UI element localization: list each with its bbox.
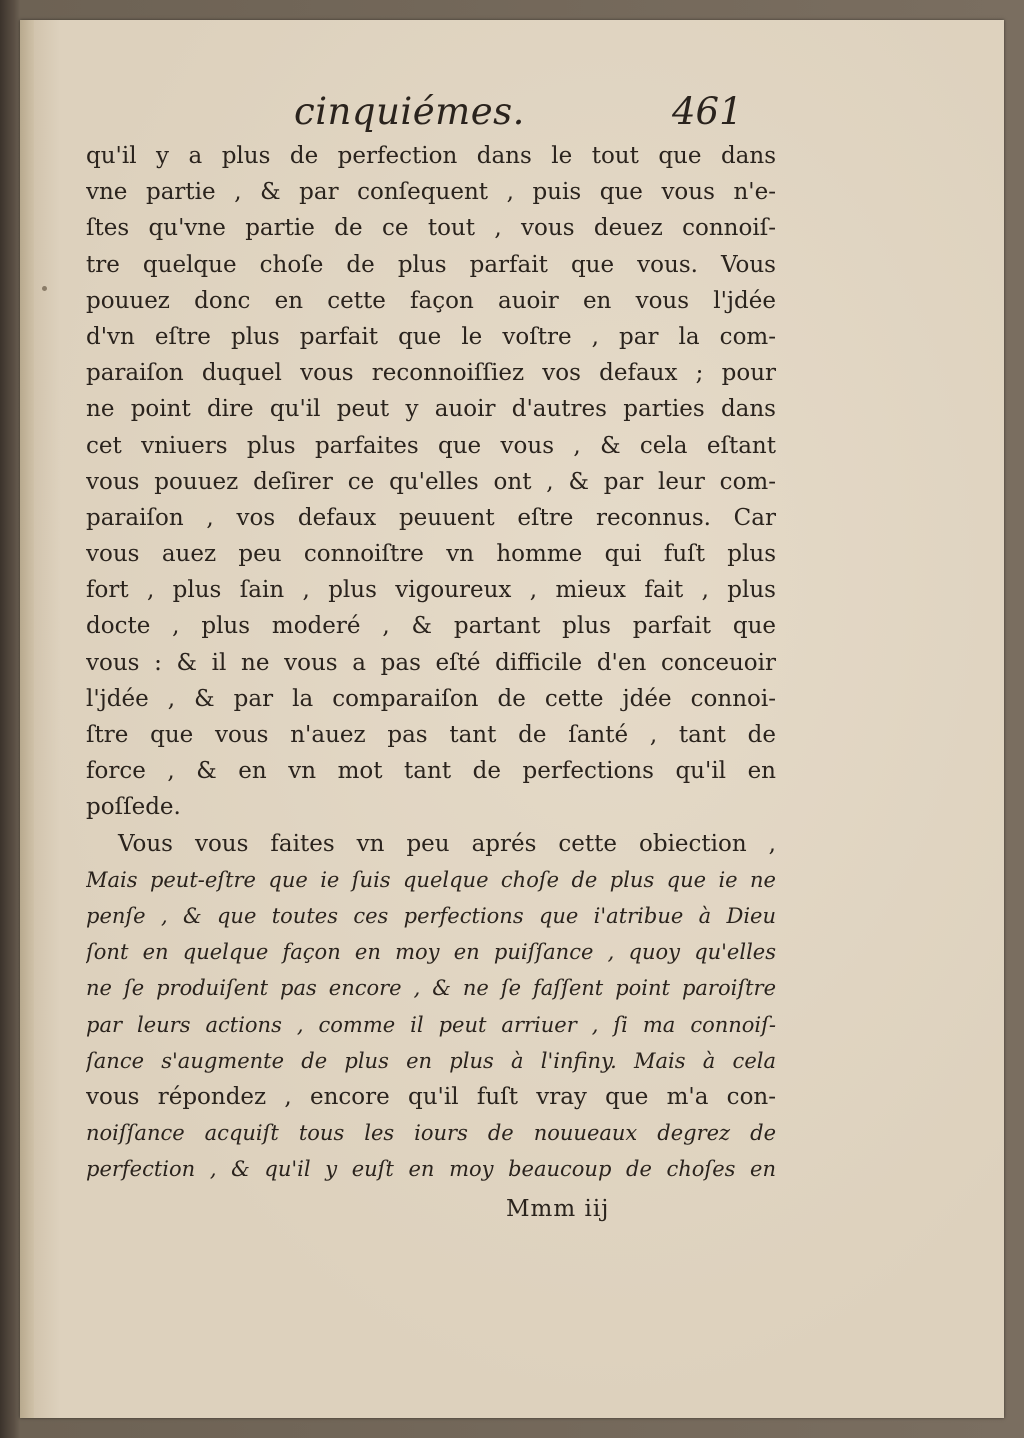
quoted-line: ne ſe produiſent pas encore , & ne ſe faſſent point paroiſtre bbox=[86, 976, 776, 1001]
ink-speck bbox=[42, 286, 47, 291]
text-line: Vous vous faites vn peu aprés cette obiection , bbox=[118, 830, 776, 857]
quoted-line: ſont en quelque façon en moy en puiſſance , quoy qu'elles bbox=[86, 940, 776, 965]
text-line: paraiſon , vos defaux peuuent eſtre reconnus. Car bbox=[86, 504, 776, 531]
quoted-line: par leurs actions , comme il peut arriuer , ſi ma connoiſ- bbox=[86, 1012, 776, 1037]
text-line: docte , plus moderé , & partant plus parfait que bbox=[86, 613, 776, 640]
text-line: vous : & il ne vous a pas eſté difficile d'en conceuoir bbox=[86, 649, 776, 676]
text-line: qu'il y a plus de perfection dans le tout que dans bbox=[86, 143, 776, 169]
text-line: ne point dire qu'il peut y auoir d'autres parties dans bbox=[86, 396, 776, 423]
text-line: d'vn eſtre plus parfait que le voſtre , par la com- bbox=[86, 323, 776, 350]
text-line: pouuez donc en cette façon auoir en vous l'jdée bbox=[86, 287, 776, 314]
body-text bbox=[86, 138, 776, 1187]
quoted-line: Mais peut-eſtre que ie ſuis quelque choſe de plus que ie ne bbox=[86, 867, 776, 892]
text-line: ſtre que vous n'auez pas tant de ſanté , tant de bbox=[86, 722, 776, 748]
page-number: 461 bbox=[672, 90, 743, 133]
text-line: paraiſon duquel vous reconnoiſſiez vos defaux ; pour bbox=[86, 360, 776, 387]
book-page bbox=[20, 20, 1004, 1418]
text-line: l'jdée , & par la comparaiſon de cette jdée connoi- bbox=[86, 685, 776, 712]
text-line: fort , plus ſain , plus vigoureux , mieux fait , plus bbox=[86, 577, 776, 604]
page-gutter bbox=[20, 20, 34, 1418]
running-title: cinquiémes. bbox=[294, 90, 525, 133]
text-line: ſtes qu'vne partie de ce tout , vous deuez connoiſ- bbox=[86, 215, 776, 242]
text-line: vne partie , & par conſequent , puis que vous n'e- bbox=[86, 179, 776, 206]
quoted-line: penſe , & que toutes ces perfections que i'atribue à Dieu bbox=[86, 903, 776, 928]
text-line: cet vniuers plus parfaites que vous , & cela eſtant bbox=[86, 432, 776, 459]
quoted-line: perfection , & qu'il y euſt en moy beaucoup de choſes en bbox=[86, 1157, 776, 1182]
quoted-line: ſance s'augmente de plus en plus à l'infiny. Mais à cela bbox=[86, 1048, 776, 1073]
text-line: tre quelque choſe de plus parfait que vous. Vous bbox=[86, 251, 776, 278]
quoted-line: noiſſance acquiſt tous les iours de nouueaux degrez de bbox=[86, 1121, 776, 1146]
text-line: force , & en vn mot tant de perfections qu'il en bbox=[86, 758, 776, 785]
text-line: vous répondez , encore qu'il fuſt vray que m'a con- bbox=[86, 1083, 776, 1110]
signature-mark: Mmm iij bbox=[506, 1196, 610, 1222]
page-header bbox=[20, 20, 1004, 150]
text-line: poſſede. bbox=[86, 794, 181, 821]
text-line: vous pouuez deſirer ce qu'elles ont , & par leur com- bbox=[86, 468, 776, 495]
text-line: vous auez peu connoiſtre vn homme qui fuſt plus bbox=[86, 541, 776, 568]
